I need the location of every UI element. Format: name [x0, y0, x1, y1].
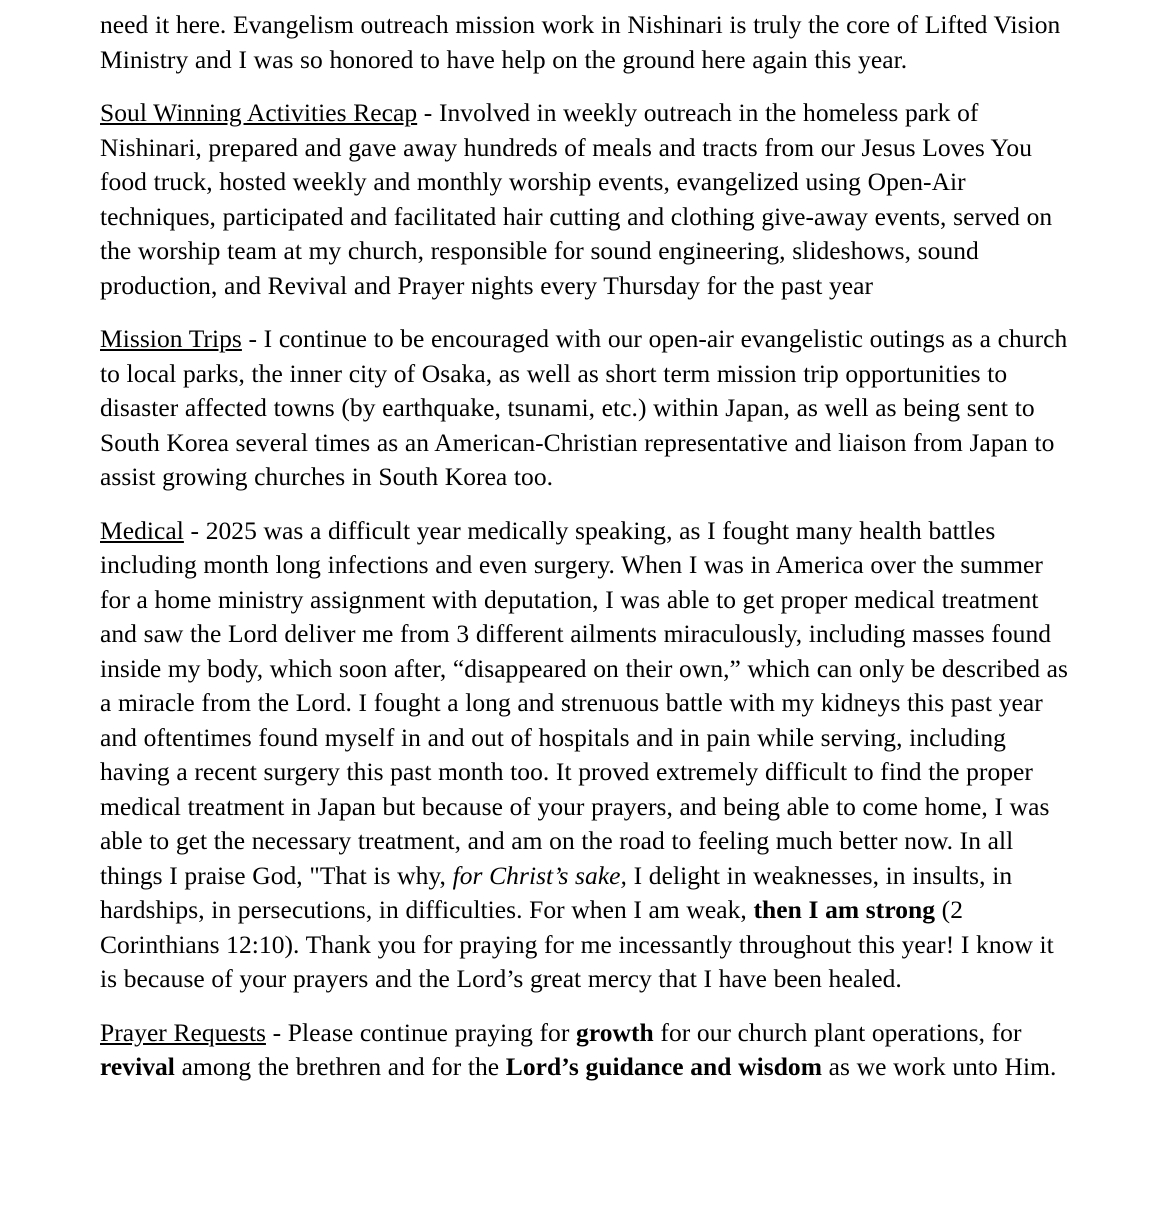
text-run-bold: Lord’s guidance and wisdom: [505, 1052, 823, 1081]
text-run: need it here. Evangelism outreach mission work in Nishinari is truly the core of Lifted Vision Ministry and I was so honored to have help on the ground here again this year.: [100, 10, 1061, 74]
paragraph-medical: [100, 514, 1068, 997]
text-run-bold: then I am strong: [753, 895, 936, 924]
text-run: - Please continue praying for: [265, 1017, 577, 1047]
text-run-bold: growth: [576, 1017, 654, 1047]
text-run-underline: Prayer Requests: [100, 1017, 266, 1047]
text-run: - I continue to be encouraged with our open-air evangelistic outings as a church to local parks, the inner city of Osaka, as well as short term mission trip opportunities to disaster affected towns (by earthquake, tsunami, etc.) within Japan, as well as being sent to South Korea several times as an American-Christian representative and liaison from Japan to assist growing churches in South Korea too.: [100, 324, 1068, 491]
paragraph-mission-trips: [100, 322, 1068, 495]
text-run: as we work unto Him.: [822, 1052, 1057, 1081]
text-run: among the brethren and for the: [174, 1052, 506, 1081]
paragraph-soul-winning-activities-recap: [100, 96, 1068, 303]
text-run: for our church plant operations, for: [653, 1017, 1022, 1047]
text-run-underline: Medical: [100, 515, 184, 545]
text-run-italic: for Christ’s sake,: [452, 860, 627, 890]
text-run-underline: Mission Trips: [100, 324, 242, 353]
text-run: (2 Corinthians 12:10). Thank you for praying for me incessantly throughout this year! I know it is because of your prayers and the Lord’s great mercy that I have been healed.: [100, 895, 1054, 993]
text-run-underline: Soul Winning Activities Recap: [100, 98, 418, 127]
text-run: - 2025 was a difficult year medically speaking, as I fought many health battles including month long infections and even surgery. When I was in America over the summer for a home ministry assignment with deputation, I was able to get proper medical treatment and saw the Lord deliver me from 3 different ailments miraculously, including masses found inside my body, which soon after, “disappeared on their own,” which can only be described as a miracle from the Lord. I fought a long and strenuous battle with my kidneys this past year and oftentimes found myself in and out of hospitals and in pain while serving, including having a recent surgery this past month too. It proved extremely difficult to find the proper medical treatment in Japan but because of your prayers, and being able to come home, I was able to get the necessary treatment, and am on the road to feeling much better now. In all things I praise God, "That is why,: [100, 515, 1068, 890]
text-run-bold: revival: [100, 1052, 175, 1081]
text-run: - Involved in weekly outreach in the homeless park of Nishinari, prepared and gave away hundreds of meals and tracts from our Jesus Loves You food truck, hosted weekly and monthly worship events, evangelized using Open-Air techniques, participated and facilitated hair cutting and clothing give-away events, served on the worship team at my church, responsible for sound engineering, slideshows, sound production, and Revival and Prayer nights every Thursday for the past year: [100, 98, 1053, 300]
paragraph-intro-continued: [100, 8, 1068, 77]
text-run: I delight in weaknesses, in insults, in hardships, in persecutions, in difficulties. For when I am weak,: [100, 860, 1013, 924]
paragraph-prayer-requests: [100, 1016, 1068, 1085]
document-body: [100, 8, 1068, 1085]
